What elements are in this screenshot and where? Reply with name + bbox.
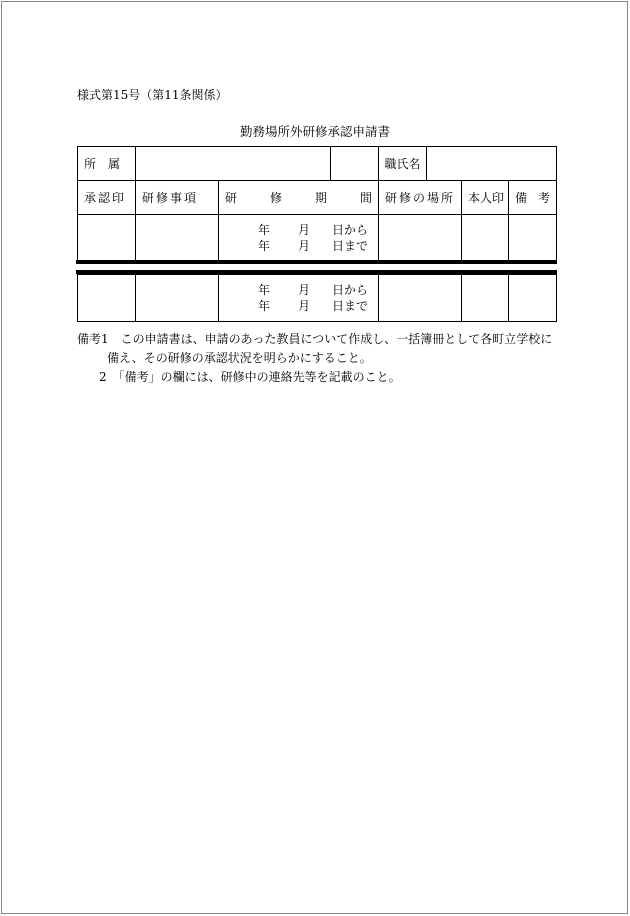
approval-seal-cell[interactable] (78, 275, 136, 322)
column-header-row (78, 181, 557, 215)
note-2: 2 「備考」の欄には、研修中の連絡先等を記載のこと。 (99, 370, 401, 384)
month-label: 月 (298, 239, 311, 253)
note-1-line-2: 備え、その研修の承認状況を明らかにすること。 (107, 351, 372, 365)
period-header-char-3: 期 (314, 191, 327, 205)
period-to-line (225, 298, 372, 314)
personal-seal-cell[interactable] (462, 275, 509, 322)
period-from-line (225, 222, 372, 238)
training-item-cell[interactable] (136, 215, 219, 262)
name-value[interactable] (427, 147, 556, 180)
remarks-header (509, 181, 557, 215)
name-label: 職氏名 (379, 147, 427, 180)
application-table-continued (77, 274, 557, 322)
month-label: 月 (298, 283, 311, 297)
month-label: 月 (298, 299, 311, 313)
affiliation-label: 所 属 (84, 157, 121, 171)
period-header-char-2: 修 (269, 191, 282, 205)
year-label: 年 (258, 283, 271, 297)
remarks-cell[interactable] (509, 215, 557, 262)
affiliation-value-cell[interactable] (136, 147, 331, 181)
training-item-header: 研修事項 (136, 181, 219, 215)
training-place-header: 研修の場所 (379, 181, 462, 215)
remarks-header-char-1: 備 (515, 191, 528, 205)
period-header-char-1: 研 (225, 191, 238, 205)
training-place-cell[interactable] (379, 215, 462, 262)
month-label: 月 (298, 223, 311, 237)
affiliation-value-cell-2[interactable] (331, 147, 379, 181)
training-item-cell[interactable] (136, 275, 219, 322)
affiliation-row (78, 147, 557, 181)
separator-rule-top (76, 260, 557, 264)
document-title: 勤務場所外研修承認申請書 (239, 124, 390, 139)
period-header-char-4: 間 (359, 191, 372, 205)
affiliation-label-cell (78, 147, 136, 181)
training-place-cell[interactable] (379, 275, 462, 322)
year-label: 年 (258, 239, 271, 253)
year-label: 年 (258, 299, 271, 313)
training-period-header (219, 181, 379, 215)
application-table (77, 146, 557, 262)
day-from-label: 日から (332, 223, 369, 237)
remarks-cell[interactable] (509, 275, 557, 322)
personal-seal-cell[interactable] (462, 215, 509, 262)
table-row (78, 215, 557, 262)
period-to-line (225, 238, 372, 254)
form-number: 様式第15号（第11条関係） (77, 88, 228, 102)
remarks-header-char-2: 考 (538, 191, 551, 205)
day-from-label: 日から (332, 283, 369, 297)
day-to-label: 日まで (332, 239, 369, 253)
approval-seal-header: 承認印 (78, 181, 136, 215)
training-period-cell[interactable] (219, 275, 379, 322)
year-label: 年 (258, 223, 271, 237)
day-to-label: 日まで (332, 299, 369, 313)
name-cell (379, 147, 557, 181)
notes-section (77, 330, 567, 387)
table-row (78, 275, 557, 322)
period-from-line (225, 282, 372, 298)
note-1-line-1: 備考1 この申請書は、申請のあった教員について作成し、一括簿冊として各町立学校に (77, 332, 553, 346)
approval-seal-cell[interactable] (78, 215, 136, 262)
training-period-cell[interactable] (219, 215, 379, 262)
personal-seal-header: 本人印 (462, 181, 509, 215)
